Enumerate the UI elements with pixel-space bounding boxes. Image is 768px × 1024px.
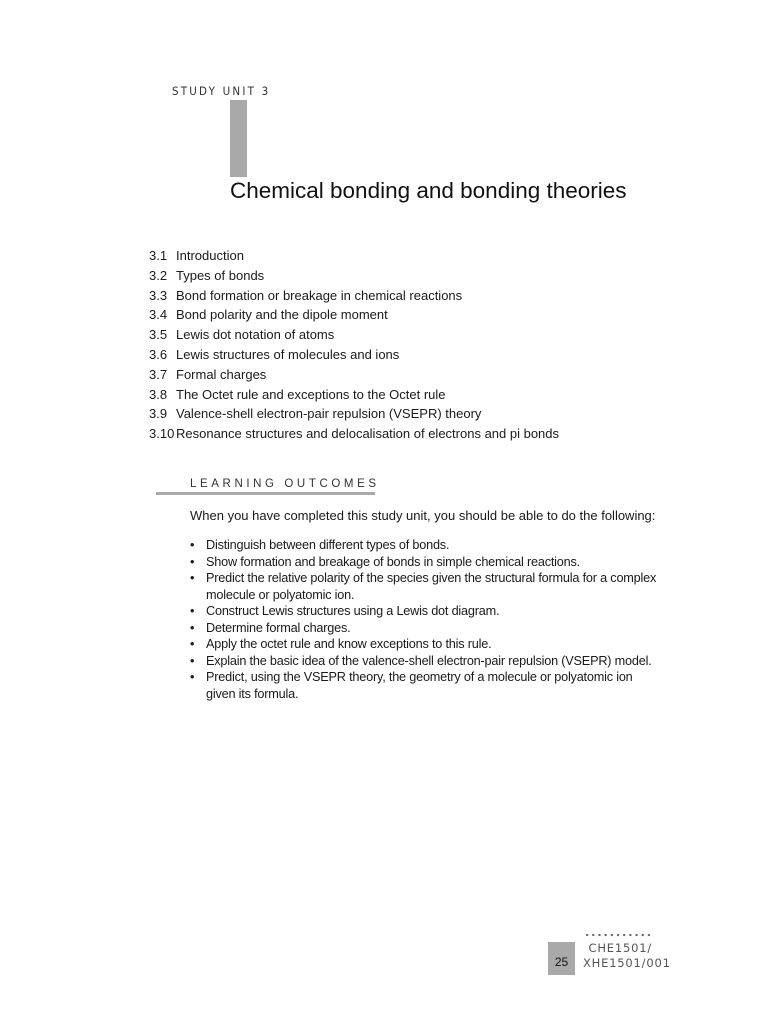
contents-item-text: Formal charges: [176, 366, 267, 382]
outcome-item: [190, 653, 660, 670]
contents-item-text: Introduction: [176, 248, 244, 263]
page-number: 25: [554, 955, 569, 969]
outcome-item: [190, 603, 660, 620]
outcome-item: [190, 537, 660, 554]
contents-item-number: 3.8: [149, 386, 168, 402]
learning-outcomes-heading: LEARNING OUTCOMES: [190, 478, 380, 490]
contents-list: [149, 246, 559, 444]
contents-item-number: 3.9: [149, 406, 168, 422]
contents-item: [149, 246, 559, 266]
contents-item-number: 3.10: [149, 426, 175, 442]
contents-item-number: 3.1: [149, 248, 168, 263]
outcome-text: Explain the basic idea of the valence-shell electron-pair repulsion (VSEPR) model.: [206, 653, 652, 668]
contents-item: [149, 286, 559, 306]
contents-item-number: 3.5: [149, 327, 168, 343]
outcome-text: Construct Lewis structures using a Lewis dot diagram.: [206, 604, 500, 618]
outcome-item: [190, 636, 660, 653]
contents-item: [149, 266, 559, 286]
bullet-icon: •: [190, 604, 195, 618]
contents-item-number: 3.3: [149, 287, 168, 303]
contents-item: [149, 404, 559, 424]
page-title: Chemical bonding and bonding theories: [230, 178, 627, 203]
footer-dot-rule: [584, 932, 652, 938]
study-unit-label: STUDY UNIT 3: [172, 84, 271, 98]
bullet-icon: •: [190, 653, 195, 668]
learning-outcomes-list: [190, 537, 660, 702]
contents-item: [149, 365, 559, 385]
contents-item-text: Types of bonds: [176, 267, 265, 283]
course-code-line1: CHE1501/: [588, 941, 652, 955]
outcome-text: Determine formal charges.: [206, 620, 351, 635]
contents-item-number: 3.2: [149, 267, 168, 283]
bullet-icon: •: [190, 571, 195, 585]
outcome-item: [190, 620, 660, 637]
contents-item-text: Lewis structures of molecules and ions: [176, 346, 400, 362]
bullet-icon: •: [190, 538, 195, 552]
contents-item: [149, 305, 559, 325]
contents-item: [149, 385, 559, 405]
outcome-text: Show formation and breakage of bonds in simple chemical reactions.: [206, 554, 580, 569]
contents-item-number: 3.4: [149, 307, 168, 323]
contents-item-text: Bond formation or breakage in chemical reactions: [176, 287, 463, 303]
learning-outcomes-rule: [156, 492, 375, 495]
bullet-icon: •: [190, 670, 195, 684]
contents-item: [149, 345, 559, 365]
contents-item-number: 3.6: [149, 346, 168, 362]
contents-item-text: Resonance structures and delocalisation of electrons and pi bonds: [176, 426, 560, 442]
contents-item-number: 3.7: [149, 366, 168, 382]
course-code-line2: XHE1501/001: [583, 956, 671, 970]
contents-item-text: The Octet rule and exceptions to the Octet rule: [176, 386, 446, 402]
contents-item: [149, 424, 559, 444]
contents-item: [149, 325, 559, 345]
contents-item-text: Valence-shell electron-pair repulsion (VSEPR) theory: [176, 406, 482, 422]
page-number-box: [548, 942, 575, 975]
outcome-text: Predict, using the VSEPR theory, the geometry of a molecule or polyatomic ion given its formula.: [206, 670, 633, 701]
learning-outcomes-intro: When you have completed this study unit, you should be able to do the following:: [190, 508, 656, 523]
outcome-item: [190, 570, 660, 603]
unit-accent-bar: [230, 100, 247, 177]
outcome-text: Predict the relative polarity of the species given the structural formula for a complex molecule or polyatomic ion.: [206, 571, 657, 602]
outcome-item: [190, 554, 660, 571]
contents-item-text: Bond polarity and the dipole moment: [176, 307, 388, 323]
outcome-text: Distinguish between different types of bonds.: [206, 538, 450, 552]
bullet-icon: •: [190, 620, 195, 635]
outcome-text: Apply the octet rule and know exceptions to this rule.: [206, 637, 492, 651]
bullet-icon: •: [190, 554, 195, 569]
contents-item-text: Lewis dot notation of atoms: [176, 327, 335, 343]
outcome-item: [190, 669, 660, 702]
bullet-icon: •: [190, 637, 195, 651]
